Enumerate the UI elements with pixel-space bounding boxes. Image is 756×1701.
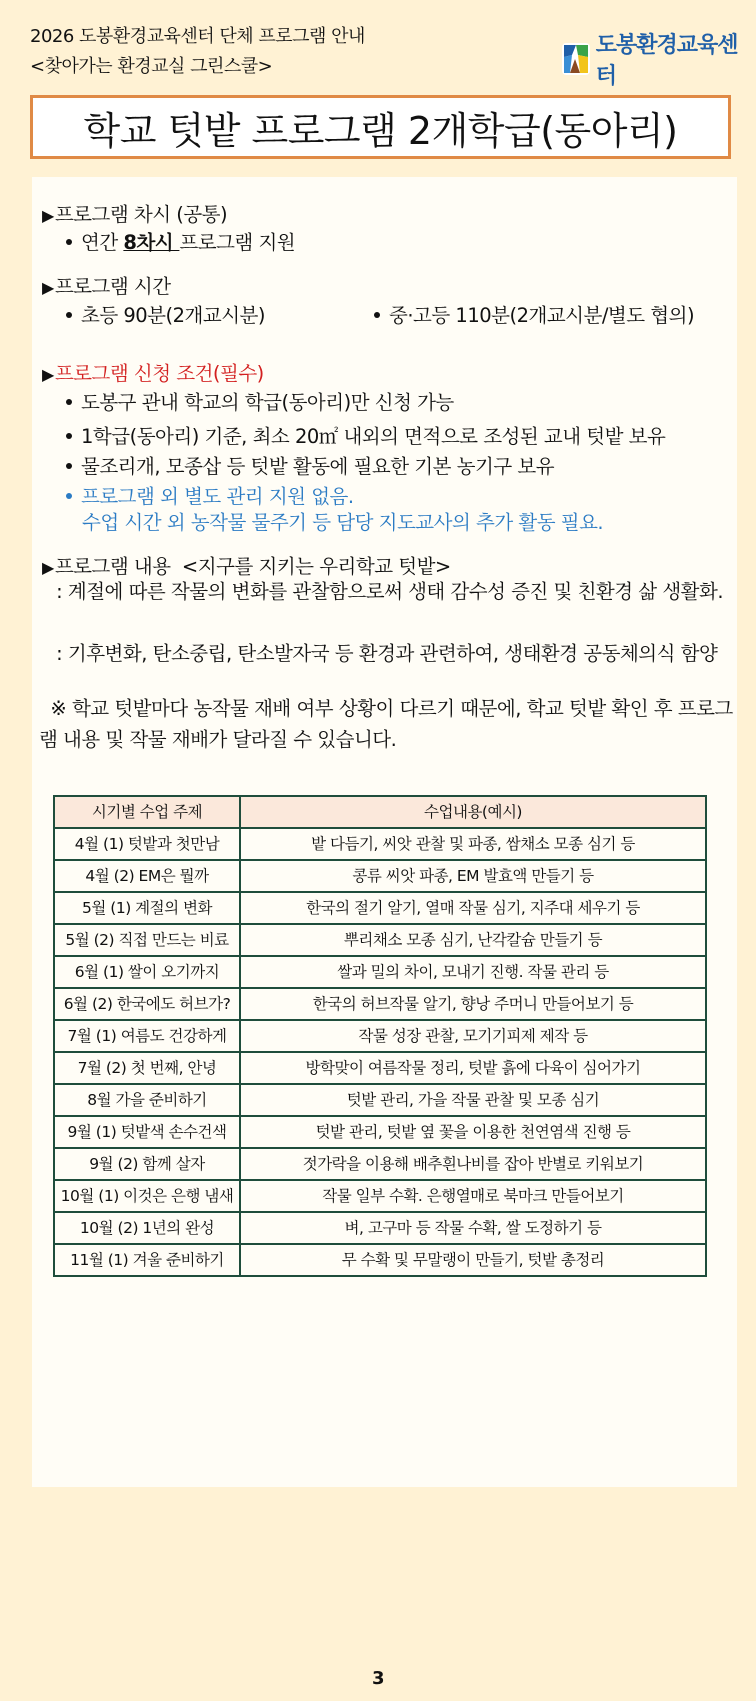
triangle-icon: ▶ [42,558,54,577]
condition-note-line2: 수업 시간 외 농작물 물주기 등 담당 지도교사의 추가 활동 필요. [82,511,604,534]
doc-header-subtitle: <찾아가는 환경교실 그린스쿨> [30,56,273,77]
table-header-row [54,796,706,828]
time-elementary: 초등 90분(2개교시분) [66,300,265,328]
triangle-icon: ▶ [42,206,54,225]
column-header-content: 수업내용(예시) [240,796,706,828]
bullet-icon [66,399,72,405]
table-row: 4월 (1) 텃밭과 첫만남 밭 다듬기, 씨앗 관찰 및 파종, 쌈채소 모종 심기 등 [54,828,706,860]
condition-item: 도봉구 관내 학교의 학급(동아리)만 신청 가능 [66,387,454,415]
center-logo [562,28,756,90]
content-paragraph-3: ※ 학교 텃밭마다 농작물 재배 여부 상황이 다르기 때문에, 학교 텃밭 확인 후 프로그램 내용 및 작물 재배가 달라질 수 있습니다. [39,697,733,751]
table-row: 11월 (1) 겨울 준비하기 무 수확 및 무말랭이 만들기, 텃밭 총정리 [54,1244,706,1276]
table-row: 6월 (1) 쌀이 오기까지 쌀과 밀의 차이, 모내기 진행. 작물 관리 등 [54,956,706,988]
column-header-topic: 시기별 수업 주제 [54,796,240,828]
condition-item: 1학급(동아리) 기준, 최소 20㎡ 내외의 면적으로 조성된 교내 텃밭 보유 [66,421,665,449]
section-content-heading: ▶프로그램 내용 <지구를 지키는 우리학교 텃밭> [42,555,451,578]
section-time-heading: ▶프로그램 시간 [42,275,171,298]
table-row: 10월 (1) 이것은 은행 냄새 작물 일부 수확. 은행열매로 북마크 만들어보기 [54,1180,706,1212]
time-secondary: 중·고등 110분(2개교시분/별도 협의) [374,300,694,328]
table-row: 9월 (1) 텃밭색 손수건색 텃밭 관리, 텃밭 옆 꽃을 이용한 천연염색 진행 등 [54,1116,706,1148]
table-row: 8월 가을 준비하기 텃밭 관리, 가을 작물 관찰 및 모종 심기 [54,1084,706,1116]
bullet-icon [66,312,72,318]
logo-text: 도봉환경교육센터 [595,33,738,89]
sessions-bullet: 연간 8차시 프로그램 지원 [66,227,295,255]
schedule-table [53,795,707,1277]
content-panel [32,177,737,1487]
table-row: 5월 (1) 계절의 변화 한국의 절기 알기, 열매 작물 심기, 지주대 세우기 등 [54,892,706,924]
condition-note: 프로그램 외 별도 관리 지원 없음. [66,481,354,509]
section-sessions-heading: ▶프로그램 차시 (공통) [42,203,228,226]
bullet-icon [66,493,72,499]
page-title: 학교 텃밭 프로그램 2개학급(동아리) [30,95,731,159]
table-row: 4월 (2) EM은 뭘까 콩류 씨앗 파종, EM 발효액 만들기 등 [54,860,706,892]
triangle-icon: ▶ [42,278,54,297]
table-row: 7월 (1) 여름도 건강하게 작물 성장 관찰, 모기기피제 제작 등 [54,1020,706,1052]
bullet-icon [66,433,72,439]
bullet-icon [66,463,72,469]
condition-item: 물조리개, 모종삽 등 텃밭 활동에 필요한 기본 농기구 보유 [66,451,554,479]
page-number: 3 [372,1668,385,1689]
section-conditions-heading: ▶프로그램 신청 조건(필수) [42,362,264,385]
table-row: 9월 (2) 함께 살자 젓가락을 이용해 배추흰나비를 잡아 반별로 키워보기 [54,1148,706,1180]
table-row: 10월 (2) 1년의 완성 벼, 고구마 등 작물 수확, 쌀 도정하기 등 [54,1212,706,1244]
bullet-icon [66,239,72,245]
content-paragraph-1: : 계절에 따른 작물의 변화를 관찰함으로써 생태 감수성 증진 및 친환경 삶 생활화. [39,580,724,603]
doc-header-title: 2026 도봉환경교육센터 단체 프로그램 안내 [30,26,365,47]
content-paragraph-2: : 기후변화, 탄소중립, 탄소발자국 등 환경과 관련하여, 생태환경 공동체의식 함양 [39,642,718,665]
logo-icon [562,43,590,75]
sessions-count: 8차시 [123,231,180,254]
table-row: 6월 (2) 한국에도 허브가? 한국의 허브작물 알기, 향낭 주머니 만들어보기 등 [54,988,706,1020]
table-row: 7월 (2) 첫 번째, 안녕 방학맞이 여름작물 정리, 텃밭 흙에 다육이 심어가기 [54,1052,706,1084]
triangle-icon: ▶ [42,365,54,384]
table-row: 5월 (2) 직접 만드는 비료 뿌리채소 모종 심기, 난각칼슘 만들기 등 [54,924,706,956]
bullet-icon [374,312,380,318]
